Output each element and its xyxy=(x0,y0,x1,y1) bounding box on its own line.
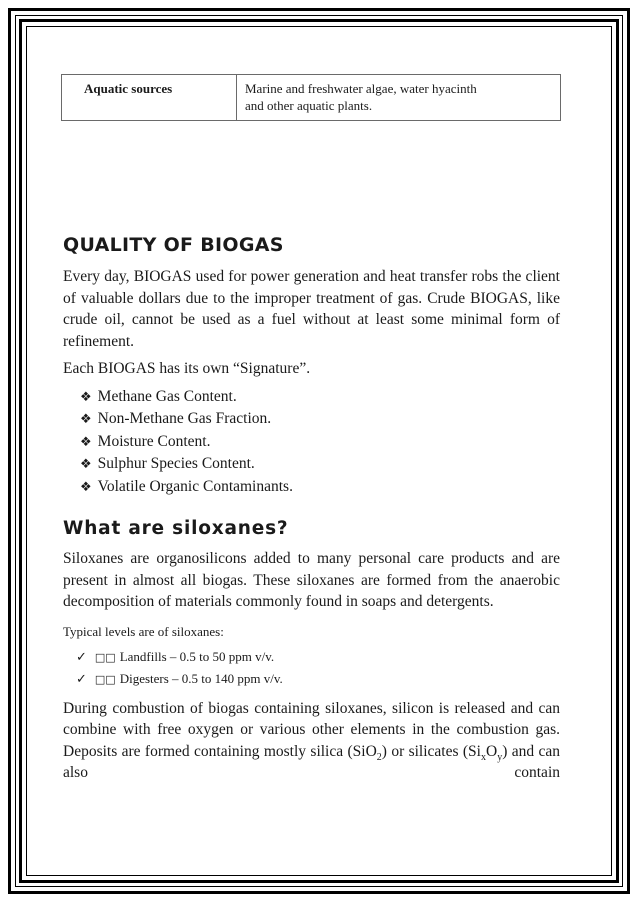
biomass-sources-table xyxy=(61,74,561,121)
table-row xyxy=(62,75,561,121)
subscript-y: y xyxy=(497,751,503,763)
subscript-x: x xyxy=(480,751,486,763)
typical-levels-label: Typical levels are of siloxanes: xyxy=(63,623,224,639)
subscript-2: 2 xyxy=(376,751,382,763)
list-item xyxy=(76,668,560,690)
signature-list xyxy=(63,386,560,499)
combustion-text-mid: ) or silicates (Si xyxy=(381,742,481,760)
box-glyphs: □□ xyxy=(94,672,116,686)
level-text: Landfills – 0.5 to 50 ppm v/v. xyxy=(119,648,275,664)
list-item xyxy=(76,646,560,668)
table-cell-value xyxy=(237,75,561,121)
combustion-text-end: ) and can also contain xyxy=(63,742,560,781)
combustion-paragraph xyxy=(63,698,560,784)
section-heading-siloxanes: What are siloxanes? xyxy=(63,518,289,539)
table-cell-key: Aquatic sources xyxy=(62,75,237,121)
page-content xyxy=(61,74,561,781)
siloxanes-paragraph: Siloxanes are organosilicons added to many personal care products and are present in almost all biogas. These siloxanes are formed from the anaerobic decomposition of materials commonly found in soaps and detergents. xyxy=(63,550,560,610)
list-item: ❖ Methane Gas Content. xyxy=(80,386,560,409)
list-item: ❖ Moisture Content. xyxy=(80,431,560,454)
list-item: ❖ Volatile Organic Contaminants. xyxy=(80,476,560,499)
combustion-text-start: During combustion of biogas containing siloxanes, silicon is released and can combine with free oxygen or various other elements in the combustion gas. Deposits are formed containing mostly silica (SiO xyxy=(63,699,560,760)
section-quality-body xyxy=(63,266,560,498)
box-glyphs: □□ xyxy=(94,650,116,664)
table-cell-value-line2: and other aquatic plants. xyxy=(245,98,373,113)
section-heading-quality: QUALITY OF BIOGAS xyxy=(63,234,284,256)
quality-paragraph: Every day, BIOGAS used for power generation and heat transfer robs the client of valuable dollars due to the improper treatment of gas. Crude BIOGAS, like crude oil, cannot be used as a fuel without at least some minimal form of refinement. xyxy=(63,268,560,350)
list-item: ❖ Non-Methane Gas Fraction. xyxy=(80,408,560,431)
section-siloxanes-body xyxy=(63,548,560,784)
list-item: ❖ Sulphur Species Content. xyxy=(80,453,560,476)
oxygen-symbol: O xyxy=(485,742,498,760)
siloxane-levels-list xyxy=(63,646,560,690)
signature-line: Each BIOGAS has its own “Signature”. xyxy=(63,360,311,377)
level-text: Digesters – 0.5 to 140 ppm v/v. xyxy=(119,670,283,686)
table-cell-value-line1: Marine and freshwater algae, water hyacinth xyxy=(245,81,477,96)
